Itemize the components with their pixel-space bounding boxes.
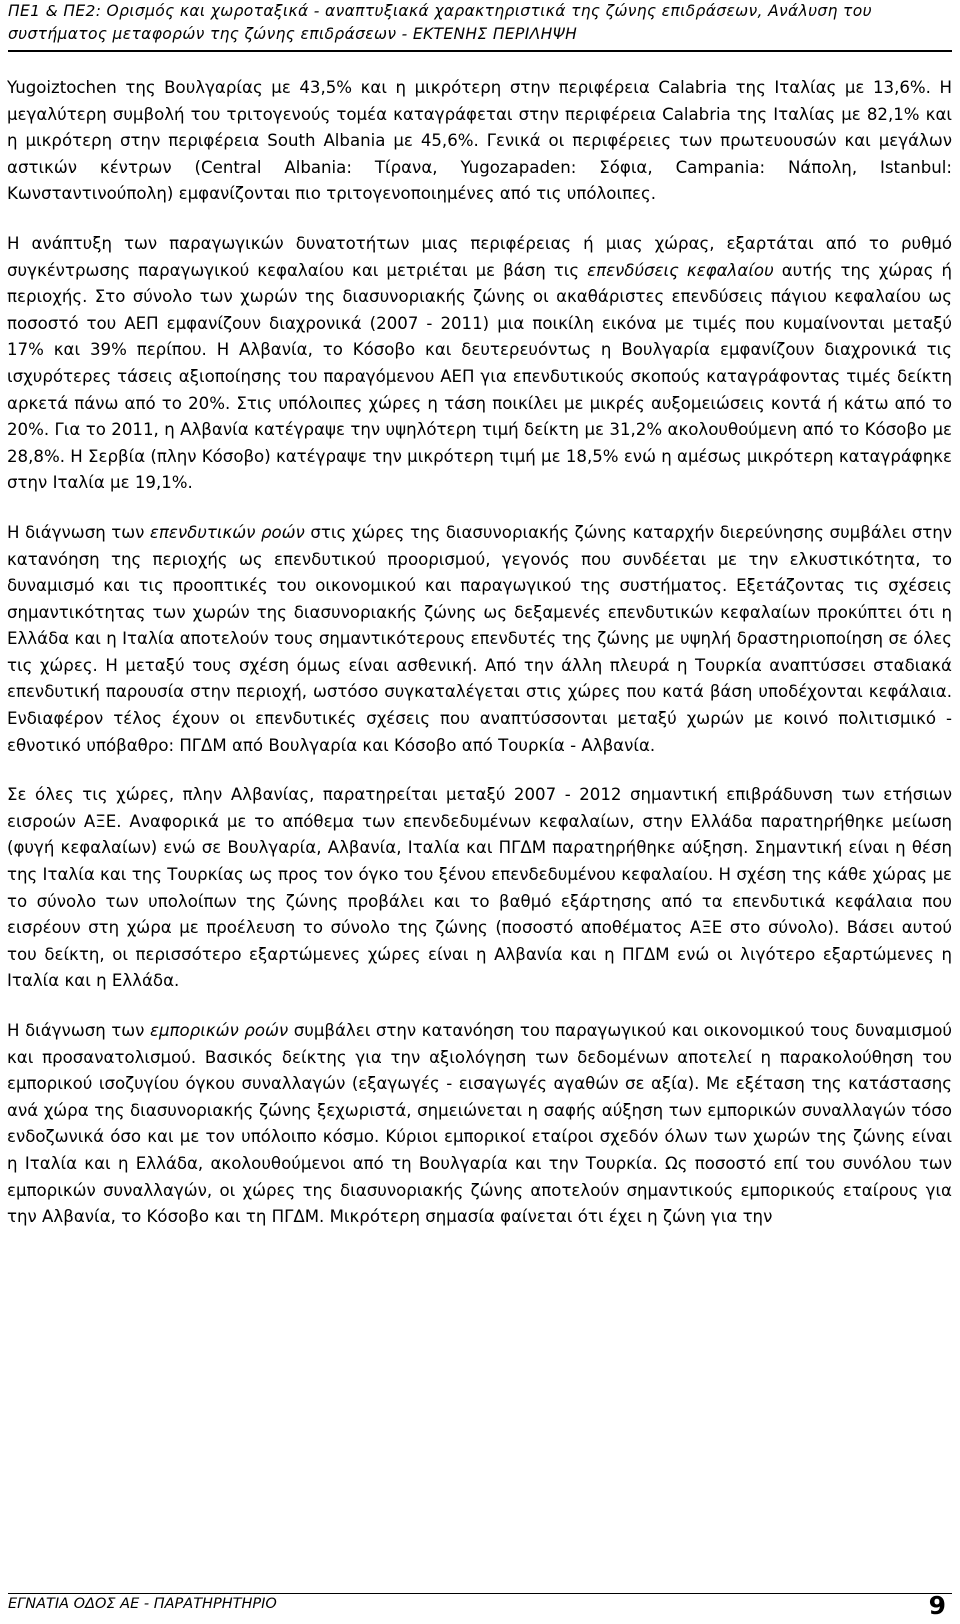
paragraph-sector-contribution: Yugoiztochen της Βουλγαρίας με 43,5% και η μικρότερη στην περιφέρεια Calabria της Ιταλίας με 13,6%. Η μεγαλύτερη συμβολή του τριτογενούς τομέα καταγράφεται στην περιφέρεια Calabria της Ιταλίας με 82,1% και η μικρότερη στην περιφέρεια South Albania με 45,6%. Γενικά οι περιφέρειες των πρωτευουσών και μεγάλων αστικών κέντρων (Central Albania: Τίρανα, Yugozapaden: Σόφια, Campania: Νάπολη, Istanbul: Κωνσταντινούπολη) εμφανίζονται πιο τριτογενοποιημένες από τις υπόλοιπες. [7, 78, 952, 204]
paragraph-fdi-inflows: Σε όλες τις χώρες, πλην Αλβανίας, παρατηρείται μεταξύ 2007 - 2012 σημαντική επιβράδυνση των ετήσιων εισροών ΑΞΕ. Αναφορικά με το απόθεμα των επενδεδυμένων κεφαλαίων, στην Ελλάδα παρατηρήθηκε μείωση (φυγή κεφαλαίων) ενώ σε Βουλγαρία, Αλβανία, Ιταλία και ΠΓΔΜ παρατηρήθηκε αύξηση. Σημαντική είναι η θέση της Ιταλία και της Τουρκίας ως προς τον όγκο του ξένου επενδεδυμένου κεφαλαίου. Η σχέση της κάθε χώρας με το σύνολο των υπολοίπων της ζώνης προβάλει και το βαθμό εξάρτησης από τα επενδυτικά κεφάλαια που εισρέουν στη χώρα με προέλευση το σύνολο της ζώνης (ποσοστό αποθέματος ΑΞΕ στο σύνολο). Βάσει αυτού του δείκτη, οι περισσότερο εξαρτώμενες χώρες είναι η Αλβανία και η ΠΓΔΜ ενώ οι λιγότερο εξαρτώμενες η Ιταλία και η Ελλάδα. [7, 785, 952, 991]
footer-divider [8, 1593, 952, 1594]
paragraph-text: αυτής της χώρας ή περιοχής. Στο σύνολο των χωρών της διασυνοριακής ζώνης οι ακαθάριστες επενδύσεις πάγιου κεφαλαίου ως ποσοστό του ΑΕΠ εμφανίζουν διαχρονικά (2007 - 2011) μια ποικίλη εικόνα με τιμές που κυμαίνονται μεταξύ 17% και 39% περίπου. Η Αλβανία, το Κόσοβο και δευτερευόντως η Βουλγαρία εμφανίζουν διαχρονικά τις ισχυρότερες τάσεις αξιοποίησης του παραγόμενου ΑΕΠ για επενδυτικούς σκοπούς καταγράφοντας τιμές δείκτη αρκετά πάνω από το 20%. Στις υπόλοιπες χώρες η τάση ποικίλει με μικρές αυξομειώσεις κοντά ή κάτω από το 20%. Για το 2011, η Αλβανία κατέγραψε την υψηλότερη τιμή δείκτη με 31,2% ακολουθούμενη από το Κόσοβο με 28,8%. Η Σερβία (πλην Κόσοβο) κατέγραψε την μικρότερη τιμή με 18,5% ενώ η αμέσως μικρότερη καταγράφηκε στην Ιταλία με 19,1%. [7, 260, 953, 493]
paragraph-text: Η διάγνωση των [7, 1021, 150, 1040]
paragraph-text: συμβάλει στην κατανόηση του παραγωγικού και οικονομικού τους δυναμισμού και προσανατολισμού. Βασικός δείκτης για την αξιολόγηση των δεδομένων αποτελεί η παρακολούθηση του εμπορικού ισοζυγίου όγκου συναλλαγών (εξαγωγές - εισαγωγές αγαθών σε αξία). Με εξέταση της κατάστασης ανά χώρα της διασυνοριακής ζώνης ξεχωριστά, σημειώνεται η σαφής αύξηση των εμπορικών συναλλαγών τόσο ενδοζωνικά όσο και με τον υπόλοιπο κόσμο. Κύριοι εμπορικοί εταίροι σχεδόν όλων των χωρών της ζώνης είναι η Ιταλία και η Ελλάδα, ακολουθούμενοι από τη Βουλγαρία και την Τουρκία. Ως ποσοστό επί του συνόλου των εμπορικών συναλλαγών, οι χώρες της διασυνοριακής ζώνης αποτελούν σημαντικούς εμπορικούς εταίρους για την Αλβανία, το Κόσοβο και τη ΠΓΔΜ. Μικρότερη σημασία φαίνεται ότι έχει η ζώνη για την [7, 1021, 952, 1227]
page-header [8, 0, 952, 52]
paragraph-text: Η ανάπτυξη των παραγωγικών δυνατοτήτων μιας περιφέρειας ή μιας χώρας, εξαρτάται από το ρυθμό συγκέντρωσης παραγωγικού κεφαλαίου και μετριέται με βάση τις [7, 233, 952, 280]
page-footer [8, 1593, 952, 1619]
header-title-line-2: συστήματος μεταφορών της ζώνης επιδράσεων - ΕΚΤΕΝΗΣ ΠΕΡΙΛΗΨΗ [8, 25, 578, 43]
paragraph-trade-flows [7, 1018, 952, 1231]
footer-label: ΕΓΝΑΤΙΑ ΟΔΟΣ ΑΕ - ΠΑΡΑΤΗΡΗΤΗΡΙΟ [8, 1596, 277, 1612]
emphasis-term: εμπορικών ροών [150, 1021, 289, 1040]
emphasis-term: επενδυτικών ροών [149, 522, 305, 542]
paragraph-text: στις χώρες της διασυνοριακής ζώνης καταρχήν διερεύνησης συμβάλει στην κατανόηση της περιοχής ως επενδυτικού προορισμού, γεγονός που συνδέεται με την ελκυστικότητα, το δυναμισμό και τις προοπτικές του οικονομικού και παραγωγικού της συστήματος. Εξετάζοντας τις σχέσεις σημαντικότητας των χωρών της διασυνοριακής ζώνης ως δεξαμενές επενδυτικών κεφαλαίων προκύπτει ότι η Ελλάδα και η Ιταλία αποτελούν τους σημαντικότερους επενδυτές της ζώνης με υψηλή δραστηριοποίηση σε όλες τις χώρες. Η μεταξύ τους σχέση όμως είναι ασθενική. Από την άλλη πλευρά η Τουρκία αναπτύσσει σταδιακά επενδυτική παρουσία στην περιοχή, ωστόσο συγκαταλέγεται στις χώρες που κατά βάση υποδέχονται κεφάλαια. Ενδιαφέρον τέλος έχουν οι επενδυτικές σχέσεις που αναπτύσσονται μεταξύ χωρών με κοινό πολιτισμικό - εθνοτικό υπόβαθρο: ΠΓΔΜ από Βουλγαρία και Κόσοβο από Τουρκία - Αλβανία. [7, 522, 952, 755]
header-divider [8, 50, 952, 52]
document-body [7, 75, 952, 1231]
emphasis-term: επενδύσεις κεφαλαίου [587, 260, 774, 280]
paragraph-investment-flows [7, 520, 952, 759]
page-number: 9 [928, 1591, 946, 1620]
paragraph-capital-investment [7, 231, 952, 497]
paragraph-text: Η διάγνωση των [7, 522, 150, 542]
header-title-line-1: ΠΕ1 & ΠΕ2: Ορισμός και χωροταξικά - αναπτυξιακά χαρακτηριστικά της ζώνης επιδράσεων, Ανάλυση του [8, 2, 872, 20]
